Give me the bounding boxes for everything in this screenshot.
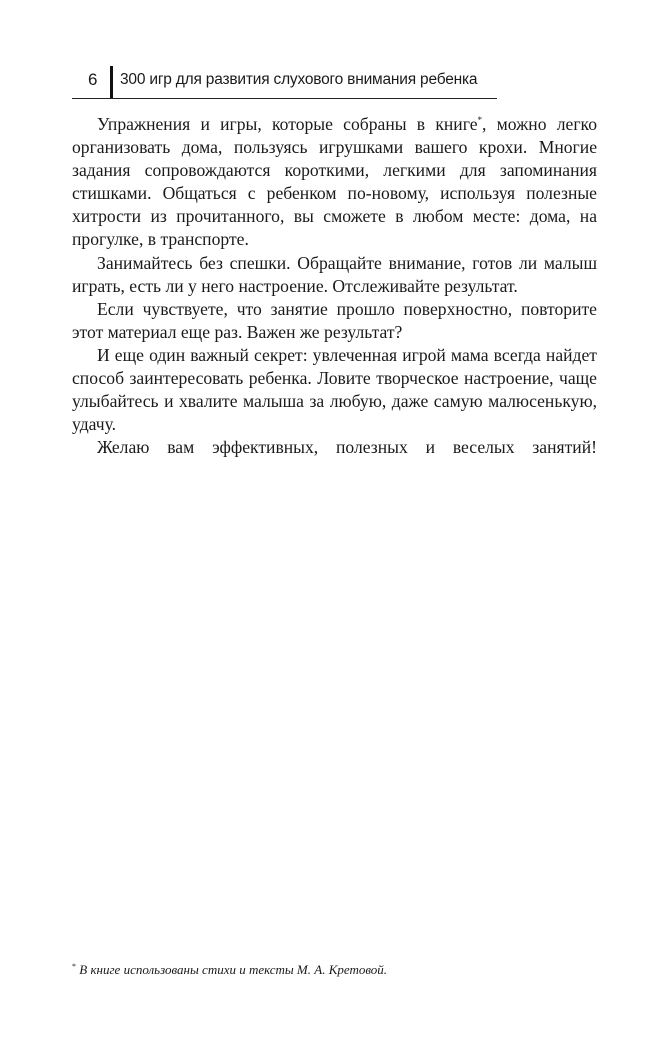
body-text — [72, 113, 597, 459]
paragraph-1 — [72, 113, 597, 252]
paragraph-1-start: Упражнения и игры, которые собраны в книге — [97, 114, 478, 134]
footnote — [72, 962, 387, 978]
paragraph-2: Занимайтесь без спешки. Обращайте внимание, готов ли малыш играть, есть ли у него настроение. Отслеживайте результат. — [72, 252, 597, 296]
footnote-reference: * — [477, 115, 483, 125]
page-number: 6 — [88, 70, 98, 89]
footnote-marker: * — [72, 962, 76, 971]
running-header — [72, 66, 497, 99]
paragraph-4: И еще один важный секрет: увлеченная игрой мама всегда найдет способ заинтересовать ребенка. Ловите творческое настроение, чаще улыбайтесь и хвалите малыша за любую, даже самую малюсенькую, удачу. — [72, 344, 597, 435]
paragraph-3: Если чувствуете, что занятие прошло поверхностно, повторите этот материал еще раз. Важен же результат? — [72, 298, 597, 342]
paragraph-1-rest: , можно легко организовать дома, пользуясь игрушками вашего крохи. Многие задания сопровождаются короткими, легкими для запоминания стишками. Общаться с ребенком по-новому, используя полезные хитрости из прочитанного, вы сможете в любом месте: дома, на прогулке, в транспорте. — [72, 114, 598, 250]
paragraph-5: Желаю вам эффективных, полезных и веселых занятий! — [97, 437, 597, 458]
running-title: 300 игр для развития слухового внимания ребенка — [120, 71, 478, 88]
footnote-text: В книге использованы стихи и тексты М. А. Кретовой. — [76, 962, 388, 977]
header-divider — [110, 66, 113, 98]
